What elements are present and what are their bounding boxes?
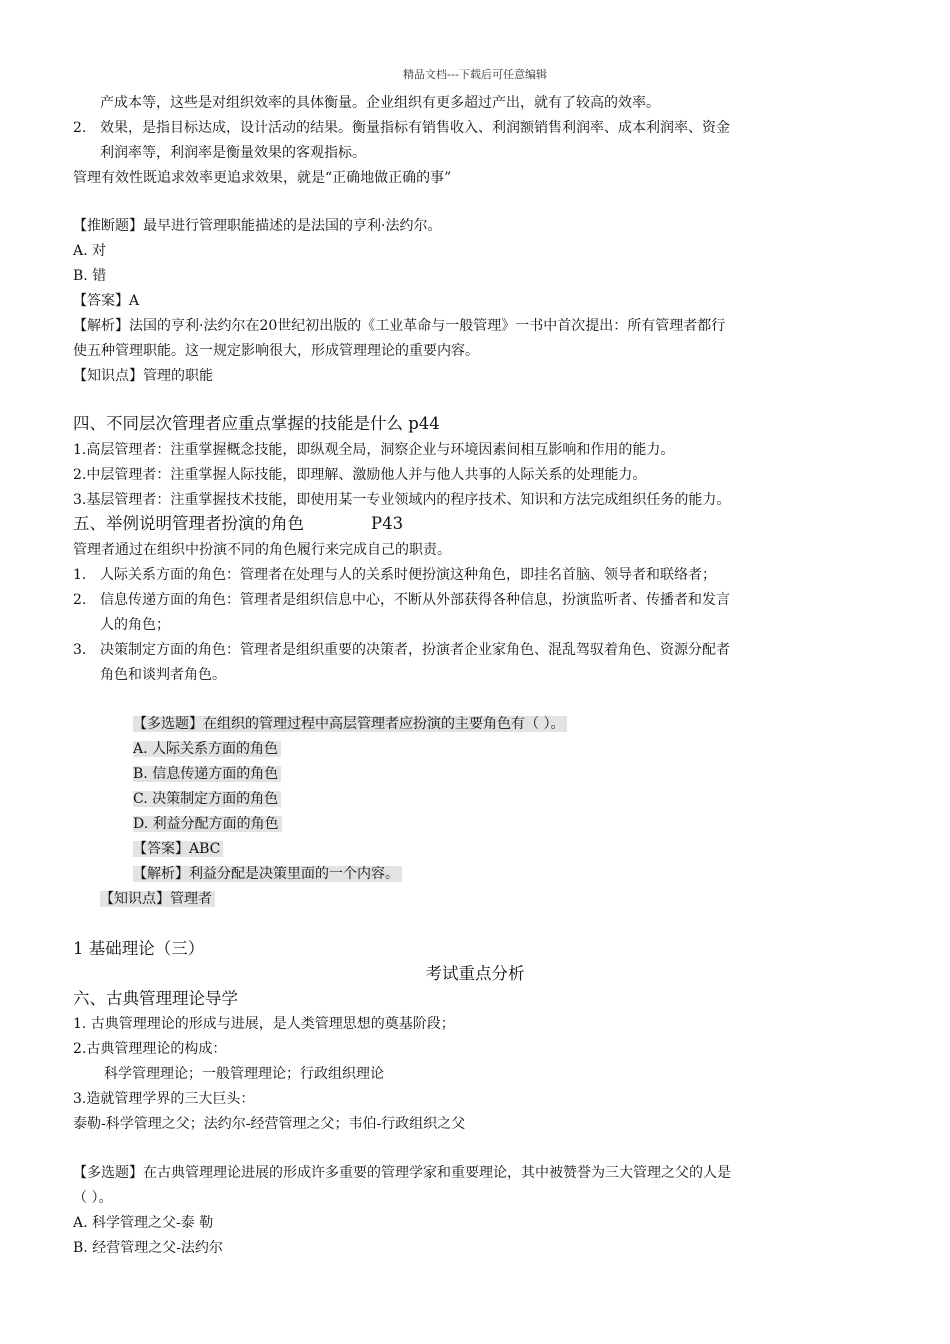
section-heading: 1 基础理论（三） <box>73 939 205 958</box>
option-c: C. 决策制定方面的角色 <box>133 791 281 807</box>
text-line: 产成本等，这些是对组织效率的具体衡量。企业组织有更多超过产出，就有了较高的效率。 <box>100 95 660 111</box>
list-number: 3. <box>73 642 87 658</box>
option-d: D. 利益分配方面的角色 <box>133 816 282 832</box>
text-line: 1.高层管理者：注重掌握概念技能，即纵观全局，洞察企业与环境因素间相互影响和作用的能力。 <box>73 442 675 458</box>
question-title: 【推断题】最早进行管理职能描述的是法国的亨利·法约尔。 <box>73 218 442 234</box>
option-a: A. 科学管理之父-泰 勒 <box>73 1215 214 1231</box>
text-line: 2.古典管理理论的构成： <box>73 1041 227 1057</box>
text-line: 管理有效性既追求效率更追求效果，就是“正确地做正确的事” <box>73 170 452 186</box>
text-line: 人的角色； <box>100 617 170 633</box>
knowledge-point: 【知识点】管理的职能 <box>73 368 213 384</box>
question-title: 【多选题】在古典管理理论进展的形成许多重要的管理学家和重要理论，其中被赞誉为三大管理之父的人是 <box>73 1165 731 1181</box>
option-b: B. 信息传递方面的角色 <box>133 766 281 782</box>
answer: 【答案】A <box>73 293 140 309</box>
text-line: 3.基层管理者：注重掌握技术技能，即使用某一专业领域内的程序技术、知识和方法完成组织任务的能力。 <box>73 492 731 508</box>
question-title: 【多选题】在组织的管理过程中高层管理者应扮演的主要角色有（ ）。 <box>133 716 567 732</box>
answer: 【答案】ABC <box>133 841 223 857</box>
section-heading: 六、古典管理理论导学 <box>73 989 238 1008</box>
text-line: 决策制定方面的角色：管理者是组织重要的决策者，扮演者企业家角色、混乱驾驭着角色、资源分配者 <box>100 642 730 658</box>
text-line: 2.中层管理者：注重掌握人际技能，即理解、激励他人并与他人共事的人际关系的处理能力。 <box>73 467 647 483</box>
option-b: B. 经营管理之父-法约尔 <box>73 1240 223 1256</box>
section-heading: 四、不同层次管理者应重点掌握的技能是什么 p44 <box>73 414 440 433</box>
section-heading: 五、举例说明管理者扮演的角色 <box>73 514 304 533</box>
centered-heading: 考试重点分析 <box>425 964 525 983</box>
text-line: 人际关系方面的角色：管理者在处理与人的关系时便扮演这种角色，即挂名首脑、领导者和联络者； <box>100 567 716 583</box>
page-ref: P43 <box>371 514 404 533</box>
option-a: A. 人际关系方面的角色 <box>133 741 281 757</box>
text-line: 1. 古典管理理论的形成与进展，是人类管理思想的奠基阶段； <box>73 1016 455 1032</box>
text-line: 科学管理理论；一般管理理论；行政组织理论 <box>104 1066 384 1082</box>
text-line: 3.造就管理学界的三大巨头： <box>73 1091 255 1107</box>
option-a: A. 对 <box>73 243 107 259</box>
list-number: 2. <box>73 592 87 608</box>
text-line: 管理者通过在组织中扮演不同的角色履行来完成自己的职责。 <box>73 542 451 558</box>
text-line: 角色和谈判者角色。 <box>100 667 226 683</box>
text-line: 效果，是指目标达成，设计活动的结果。衡量指标有销售收入、利润额销售利润率、成本利润率、资金 <box>100 120 730 136</box>
list-number: 1. <box>73 567 87 583</box>
text-line: 利润率等，利润率是衡量效果的客观指标。 <box>100 145 366 161</box>
question-title-cont: （ ）。 <box>73 1190 113 1206</box>
text-line: 泰勒-科学管理之父；法约尔-经营管理之父；韦伯-行政组织之父 <box>73 1116 466 1132</box>
page-header: 精品文档---下载后可任意编辑 <box>403 68 547 81</box>
explanation: 【解析】利益分配是决策里面的一个内容。 <box>133 866 402 882</box>
text-line: 信息传递方面的角色：管理者是组织信息中心，不断从外部获得各种信息，扮演监听者、传播者和发言 <box>100 592 730 608</box>
explanation: 【解析】法国的亨利·法约尔在20世纪初出版的《工业革命与一般管理》一书中首次提出：所有管理者都行 <box>73 318 726 334</box>
option-b: B. 错 <box>73 268 107 284</box>
list-number: 2. <box>73 120 87 136</box>
knowledge-point: 【知识点】管理者 <box>100 891 215 907</box>
explanation-cont: 使五种管理职能。这一规定影响很大，形成管理理论的重要内容。 <box>73 343 479 359</box>
